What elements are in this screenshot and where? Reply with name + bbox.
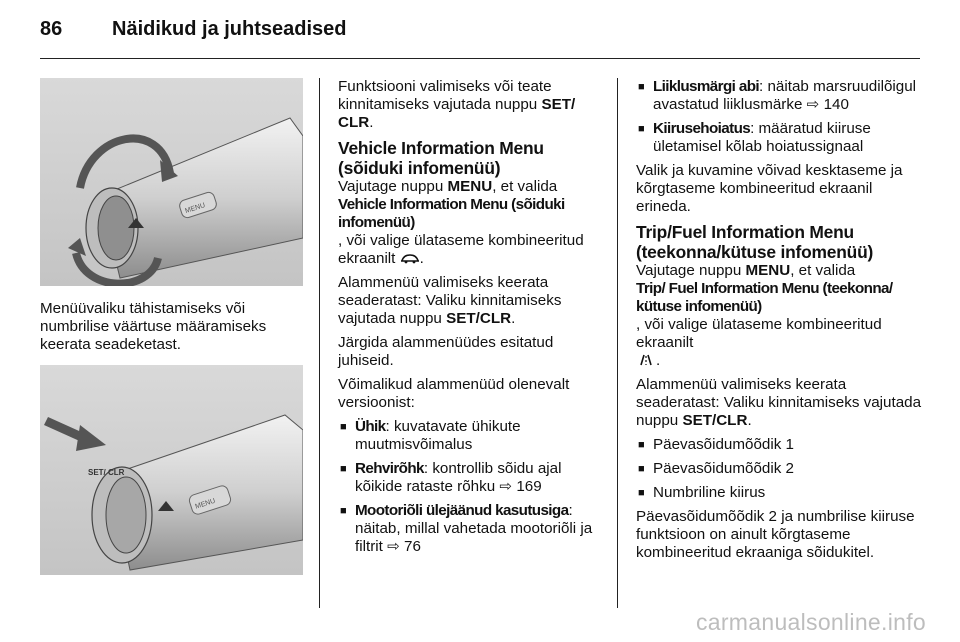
column-divider-1 [319,78,320,608]
figure-caption: Menüüvaliku tähistamiseks või numbrilise väärtuse määramiseks keerata seadeketast. [40,300,267,353]
heading-vehicle-info-menu: Vehicle Information Menu (sõiduki infomenüü) [338,138,544,178]
list-item-unit: ■ Ühik: kuvatavate ühikute muutmisvõimalus [338,418,606,454]
versions-paragraph: Võimalikud alammenüüd olenevalt versioonist: [338,376,570,411]
watermark: carmanualsonline.info [695,609,926,635]
menu-label-2: MENU [194,497,217,511]
figure-set-clr-press [40,365,303,575]
intro-paragraph: Funktsiooni valimiseks või teate kinnitamiseks vajutada nuppu SET/ CLR. [338,78,576,131]
set-clr-label: SET/ CLR [88,468,125,477]
column-2 [338,78,606,562]
road-display-icon [636,354,656,366]
car-display-icon [400,252,420,264]
page-ref-icon: ⇨ [387,538,400,555]
page-title: Näidikud ja juhtseadised [112,18,347,40]
submenu-select-paragraph-2: Alammenüü valimiseks keerata seaderatast: Valiku kinnitamiseks vajutada nuppu SET/CLR. [636,376,922,429]
column-divider-2 [617,78,618,608]
heading-trip-fuel-menu: Trip/Fuel Information Menu (teekonna/kütuse infomenüü) [636,222,874,262]
display-level-paragraph: Valik ja kuvamine võivad kesktaseme ja kõrgtaseme kombineeritud ekraanil erineda. [636,162,903,215]
page-number: 86 [40,18,63,40]
submenu-select-paragraph-1: Alammenüü valimiseks keerata seaderatast: Valiku kinnitamiseks vajutada nuppu SET/CLR. [338,274,562,327]
page-ref-icon: ⇨ [806,96,820,113]
list-item-speed-warning: ■ Kiirusehoiatus: määratud kiiruse ületamisel kõlab hoiatussignaal [636,120,922,156]
stalk-illustration-2 [40,365,303,575]
page-ref-76[interactable]: 76 [404,538,421,555]
list-item-oil-life: ■ Mootoriõli ülejäänud kasutusiga: näitab, millal vahetada mootoriõli ja filtrit ⇨ 76 [338,502,606,556]
list-item-traffic-sign: ■ Liiklusmärgi abi: näitab marsruudilõigul avastatud liiklusmärke ⇨ 140 [636,78,922,114]
trip-paragraph: Vajutage nuppu MENU, et valida Trip/ Fuel Information Menu (teekonna/ kütuse infomenüü), või valige ülataseme kombineeritud ekraanilt . [636,262,893,369]
column-1 [40,300,310,360]
menu-label-1: MENU [184,202,207,216]
list-item-tyre-pressure: ■ Rehvirõhk: kontrollib sõidu ajal kõikide rataste rõhku ⇨ 169 [338,460,606,496]
list-item-trip-1: ■ Päevasõidumõõdik 1 [636,436,922,454]
stalk-illustration-1 [40,78,303,286]
vim-paragraph: Vajutage nuppu MENU, et valida Vehicle Information Menu (sõiduki infomenüü), või valige ülataseme kombineeritud ekraanilt . [338,178,584,267]
list-item-trip-2: ■ Päevasõidumõõdik 2 [636,460,922,478]
column-3 [636,78,922,568]
page-ref-140[interactable]: 140 [823,96,849,113]
page-ref-icon: ⇨ [499,478,513,495]
figure-adjuster-wheel-rotation [40,78,303,286]
header-rule [40,58,920,59]
follow-instructions-paragraph: Järgida alammenüüdes esitatud juhiseid. [338,334,554,369]
list-item-digital-speed: ■ Numbriline kiirus [636,484,922,502]
note-paragraph: Päevasõidumõõdik 2 ja numbrilise kiiruse funktsioon on ainult kõrgtaseme kombineeritud ekraaniga sõidukitel. [636,508,915,561]
page-ref-169[interactable]: 169 [516,478,542,495]
